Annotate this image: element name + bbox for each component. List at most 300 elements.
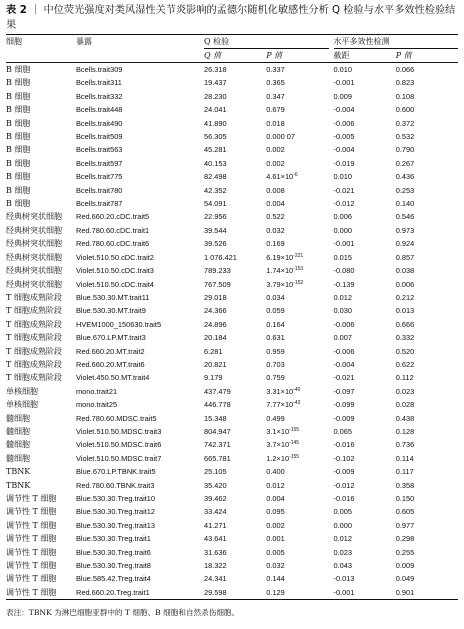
q-value: 82.498 [204, 172, 227, 182]
p-value-base: 0.347 [266, 91, 285, 101]
q-value: 742.371 [204, 440, 231, 450]
exposure: Bcells.trait775 [76, 172, 123, 182]
cell-type: B 细胞 [6, 158, 31, 168]
table-row [6, 371, 458, 384]
cell-type: 调节性 T 细胞 [6, 587, 57, 597]
intercept: 0.030 [333, 306, 352, 316]
p-value [266, 572, 328, 585]
cell-type: T 细胞成熟阶段 [6, 359, 62, 369]
p-value-pleiotropy: 0.666 [395, 319, 415, 329]
exposure: Blue.530.30.Treg.trait12 [76, 507, 156, 517]
exposure: Bcells.trait448 [76, 105, 123, 115]
p-value [266, 251, 328, 264]
q-value: 19.437 [204, 78, 227, 88]
exposure: Bcells.trait309 [76, 65, 123, 74]
exposure: Red.780.60.TBNK.trait3 [76, 480, 155, 490]
table-row [6, 532, 458, 545]
p-value-base: 0.005 [266, 547, 285, 557]
exposure: Violet.510.50.MDSC.trait6 [76, 440, 162, 450]
header-row-1 [6, 35, 458, 49]
exposure: Red.660.20.cDC.trait5 [76, 212, 150, 222]
table-row [6, 559, 458, 572]
header-p-value: P 值 [266, 51, 283, 60]
header-q-test: Q 检验 [204, 35, 329, 49]
p-value-base: 0.703 [266, 359, 285, 369]
cell-type: 髓细胞 [6, 426, 30, 436]
p-value-exponent: -152 [293, 279, 304, 286]
p-value [266, 210, 328, 223]
table-label: 表 2 [6, 5, 27, 16]
q-value: 804.947 [204, 426, 231, 436]
p-value-pleiotropy: 0.622 [395, 359, 415, 369]
p-value-base: 7.77×10 [266, 400, 294, 410]
q-value: 25.105 [204, 467, 227, 477]
p-value-pleiotropy: 0.028 [395, 400, 415, 410]
intercept: -0.019 [333, 158, 355, 168]
p-value-base: 0.337 [266, 65, 285, 74]
intercept: -0.004 [333, 105, 355, 115]
p-value-pleiotropy: 0.114 [395, 453, 414, 463]
cell-type: B 细胞 [6, 185, 31, 195]
intercept: -0.006 [333, 118, 355, 128]
exposure: Violet.510.50.MDSC.trait3 [76, 426, 162, 436]
exposure: Red.780.60.cDC.trait6 [76, 239, 150, 249]
cell-type: T 细胞成熟阶段 [6, 346, 62, 356]
header-row-2 [6, 49, 458, 63]
q-value: 42.352 [204, 185, 227, 195]
p-value [266, 157, 328, 170]
intercept: -0.016 [333, 494, 355, 503]
q-value: 33.424 [204, 507, 227, 517]
p-value-base: 0.004 [266, 199, 285, 209]
table-row [6, 184, 458, 197]
intercept: 0.006 [333, 212, 352, 222]
cell-type: T 细胞成熟阶段 [6, 319, 62, 329]
q-value: 15.348 [204, 413, 227, 423]
p-value-pleiotropy: 0.013 [395, 306, 415, 316]
p-value-base: 3.31×10 [266, 386, 294, 396]
p-value [266, 130, 328, 143]
p-value-pleiotropy: 0.973 [395, 225, 415, 235]
intercept: 0.065 [333, 426, 352, 436]
table-row [6, 318, 458, 331]
p-value-pleiotropy: 0.066 [395, 65, 415, 74]
exposure: Blue.670.LP.MT.trait3 [76, 333, 146, 343]
p-value-base: 0.002 [266, 158, 285, 168]
p-value-base: 0.034 [266, 292, 285, 302]
intercept: -0.001 [333, 239, 355, 249]
p-value-pleiotropy: 0.006 [395, 279, 415, 289]
cell-type: B 细胞 [6, 105, 31, 115]
intercept: 0.043 [333, 561, 352, 571]
table-row [6, 492, 458, 505]
p-value-pleiotropy: 0.038 [395, 266, 415, 276]
q-value: 41.890 [204, 118, 227, 128]
cell-type: B 细胞 [6, 65, 31, 74]
q-value: 446.778 [204, 400, 231, 410]
cell-type: 髓细胞 [6, 453, 30, 463]
exposure: Bcells.trait563 [76, 145, 123, 155]
intercept: 0.012 [333, 534, 352, 544]
results-table [6, 34, 458, 600]
p-value [266, 546, 328, 559]
exposure: Blue.530.30.Treg.trait10 [76, 494, 156, 503]
q-value: 18.322 [204, 561, 227, 571]
p-value-pleiotropy: 0.049 [395, 574, 415, 584]
cell-type: 经典树突状细胞 [6, 239, 62, 249]
exposure: HVEM1000_150630.trait5 [76, 319, 162, 329]
q-value: 39.526 [204, 239, 227, 249]
q-value: 31.636 [204, 547, 227, 557]
intercept: -0.099 [333, 400, 355, 410]
cell-type: 经典树突状细胞 [6, 252, 62, 262]
cell-type: 调节性 T 细胞 [6, 520, 57, 530]
cell-type: 调节性 T 细胞 [6, 547, 57, 557]
exposure: Bcells.trait597 [76, 158, 123, 168]
intercept: -0.006 [333, 346, 355, 356]
cell-type: B 细胞 [6, 145, 31, 155]
p-value-base: 0.631 [266, 333, 285, 343]
q-value: 54.091 [204, 199, 227, 209]
p-value-pleiotropy: 0.736 [395, 440, 415, 450]
q-value: 39.462 [204, 494, 227, 503]
exposure: Violet.510.50.MDSC.trait7 [76, 453, 162, 463]
p-value [266, 492, 328, 505]
p-value-base: 0.004 [266, 494, 285, 503]
q-value: 29.598 [204, 587, 227, 597]
cell-type: B 细胞 [6, 132, 31, 142]
intercept: -0.097 [333, 386, 355, 396]
table-row [6, 425, 458, 438]
cell-type: B 细胞 [6, 91, 31, 101]
p-value-base: 0.002 [266, 520, 285, 530]
intercept: -0.021 [333, 185, 355, 195]
p-value [266, 291, 328, 304]
p-value-pleiotropy: 0.255 [395, 547, 415, 557]
cell-type: 单核细胞 [6, 400, 38, 410]
p-value [266, 465, 328, 478]
q-value: 789.233 [204, 266, 231, 276]
p-value-pleiotropy: 0.532 [395, 132, 415, 142]
p-value [266, 358, 328, 371]
table-row [6, 345, 458, 358]
q-value: 767.509 [204, 279, 231, 289]
p-value-base: 0.059 [266, 306, 285, 316]
p-value [266, 519, 328, 532]
p-value-base: 0.499 [266, 413, 285, 423]
exposure: Red.780.60.MDSC.trait5 [76, 413, 157, 423]
table-row [6, 505, 458, 518]
intercept: 0.023 [333, 547, 352, 557]
cell-type: 髓细胞 [6, 413, 30, 423]
q-value: 24.341 [204, 574, 227, 584]
cell-type: B 细胞 [6, 172, 31, 182]
p-value [266, 143, 328, 156]
cell-type: 经典树突状细胞 [6, 279, 62, 289]
exposure: Blue.530.30.MT.trait9 [76, 306, 146, 316]
p-value-base: 0.032 [266, 225, 285, 235]
p-value [266, 345, 328, 358]
cell-type: 调节性 T 细胞 [6, 507, 57, 517]
table-row [6, 90, 458, 103]
exposure: Blue.530.30.Treg.trait1 [76, 534, 151, 544]
p-value [266, 371, 328, 384]
q-value: 20.821 [204, 359, 227, 369]
q-value: 43.641 [204, 534, 227, 544]
p-value-base: 0.002 [266, 145, 285, 155]
intercept: 0.009 [333, 91, 352, 101]
q-value: 45.281 [204, 145, 227, 155]
table-row [6, 117, 458, 130]
header-intercept: 截距 [333, 51, 350, 60]
table-row [6, 103, 458, 116]
p-value-base: 0.522 [266, 212, 285, 222]
p-value-base: 0.959 [266, 346, 285, 356]
p-value-base: 0.169 [266, 239, 285, 249]
p-value-base: 0.144 [266, 574, 285, 584]
p-value [266, 237, 328, 250]
intercept: -0.001 [333, 587, 355, 597]
p-value-pleiotropy: 0.253 [395, 185, 415, 195]
intercept: -0.016 [333, 440, 355, 450]
cell-type: B 细胞 [6, 199, 31, 209]
p-value-base: 3.79×10 [266, 279, 294, 289]
p-value-pleiotropy: 0.332 [395, 333, 415, 343]
intercept: 0.000 [333, 520, 352, 530]
exposure: Bcells.trait780 [76, 185, 123, 195]
q-value: 9.179 [204, 373, 223, 383]
p-value-base: 1.74×10 [266, 266, 294, 276]
table-row [6, 331, 458, 344]
p-value [266, 532, 328, 545]
intercept: 0.015 [333, 252, 352, 262]
cell-type: 经典树突状细胞 [6, 266, 62, 276]
p-value-base: 0.759 [266, 373, 285, 383]
table-row [6, 465, 458, 478]
table-row [6, 519, 458, 532]
p-value-pleiotropy: 0.600 [395, 105, 415, 115]
p-value-base: 0.000 07 [266, 132, 296, 142]
p-value-pleiotropy: 0.112 [395, 373, 414, 383]
p-value [266, 452, 328, 465]
q-value: 665.781 [204, 453, 231, 463]
exposure: Bcells.trait509 [76, 132, 123, 142]
intercept: -0.004 [333, 359, 355, 369]
cell-type: 单核细胞 [6, 386, 38, 396]
p-value-pleiotropy: 0.108 [395, 91, 415, 101]
cell-type: 经典树突状细胞 [6, 212, 62, 222]
p-value [266, 63, 328, 77]
p-value-base: 0.008 [266, 185, 285, 195]
p-value-pleiotropy: 0.372 [395, 118, 415, 128]
table-row [6, 572, 458, 585]
p-value-base: 0.032 [266, 561, 285, 571]
intercept: -0.013 [333, 574, 355, 584]
q-value: 35.420 [204, 480, 227, 490]
intercept: 0.007 [333, 333, 352, 343]
table-row [6, 398, 458, 411]
p-value-pleiotropy: 0.790 [395, 145, 415, 155]
p-value-base: 0.129 [266, 587, 285, 597]
table-row [6, 130, 458, 143]
p-value-pleiotropy: 0.823 [395, 78, 415, 88]
cell-type: B 细胞 [6, 78, 31, 88]
exposure: Bcells.trait490 [76, 118, 123, 128]
table-row [6, 438, 458, 451]
table-row [6, 586, 458, 600]
p-value-pleiotropy: 0.977 [395, 520, 415, 530]
cell-type: TBNK [6, 480, 31, 490]
header-pleiotropy: 水平多效性检测 [334, 35, 459, 49]
table-row [6, 452, 458, 465]
exposure: Blue.670.LP.TBNK.trait5 [76, 467, 156, 477]
cell-type: 调节性 T 细胞 [6, 574, 57, 584]
p-value-pleiotropy: 0.520 [395, 346, 415, 356]
table-row [6, 264, 458, 277]
table-row [6, 479, 458, 492]
table-row [6, 157, 458, 170]
p-value [266, 586, 328, 600]
p-value [266, 559, 328, 572]
p-value-base: 3.7×10 [266, 440, 290, 450]
header-p-value-2: P 值 [395, 51, 412, 60]
q-value: 1 076.421 [204, 252, 237, 262]
p-value-pleiotropy: 0.358 [395, 480, 415, 490]
q-value: 24.896 [204, 319, 227, 329]
p-value-exponent: -155 [289, 453, 300, 460]
p-value-pleiotropy: 0.605 [395, 507, 415, 517]
table-row [6, 291, 458, 304]
p-value [266, 318, 328, 331]
table-row [6, 412, 458, 425]
q-value: 39.544 [204, 225, 227, 235]
exposure: Bcells.trait311 [76, 78, 122, 88]
p-value-base: 3.1×10 [266, 426, 290, 436]
exposure: Violet.510.50.cDC.trait2 [76, 252, 154, 262]
p-value [266, 385, 328, 398]
q-value: 29.018 [204, 292, 227, 302]
p-value-pleiotropy: 0.150 [395, 494, 415, 503]
p-value-base: 0.095 [266, 507, 285, 517]
p-value [266, 264, 328, 277]
header-q-value: Q 值 [204, 51, 222, 60]
table-row [6, 278, 458, 291]
p-value [266, 103, 328, 116]
cell-type: T 细胞成熟阶段 [6, 333, 62, 343]
p-value-pleiotropy: 0.212 [395, 292, 415, 302]
p-value-pleiotropy: 0.023 [395, 386, 415, 396]
p-value-base: 6.19×10 [266, 252, 294, 262]
title-separator: ｜ [30, 5, 41, 16]
q-value: 22.956 [204, 212, 227, 222]
p-value-exponent: -221 [293, 252, 304, 259]
q-value: 41.271 [204, 520, 227, 530]
header-exposure: 暴露 [76, 37, 92, 47]
p-value-exponent: -153 [293, 266, 304, 273]
p-value-base: 0.365 [266, 78, 285, 88]
exposure: Blue.585.42.Treg.trait4 [76, 574, 151, 584]
p-value-pleiotropy: 0.140 [395, 199, 415, 209]
p-value [266, 184, 328, 197]
p-value [266, 425, 328, 438]
p-value-exponent: -145 [289, 440, 300, 447]
exposure: Red.660.20.MT.trait6 [76, 359, 145, 369]
p-value-pleiotropy: 0.857 [395, 252, 415, 262]
p-value [266, 197, 328, 210]
title-text: 中位荧光强度对类风湿性关节炎影响的孟德尔随机化敏感性分析 Q 检验与水平多效性检验结果 [6, 5, 456, 31]
table-body [6, 63, 458, 600]
exposure: Violet.510.50.cDC.trait3 [76, 266, 154, 276]
table-row [6, 76, 458, 89]
q-value: 20.184 [204, 333, 227, 343]
cell-type: 调节性 T 细胞 [6, 494, 57, 503]
q-value: 56.305 [204, 132, 227, 142]
p-value-pleiotropy: 0.009 [395, 561, 415, 571]
intercept: -0.009 [333, 467, 355, 477]
intercept: 0.010 [333, 65, 352, 74]
p-value [266, 170, 328, 183]
table-row [6, 170, 458, 183]
q-value: 6.281 [204, 346, 223, 356]
cell-type: TBNK [6, 467, 31, 477]
p-value [266, 398, 328, 411]
cell-type: B 细胞 [6, 118, 31, 128]
intercept: 0.010 [333, 172, 352, 182]
table-row [6, 63, 458, 77]
p-value [266, 438, 328, 451]
p-value-pleiotropy: 0.128 [395, 426, 415, 436]
cell-type: T 细胞成熟阶段 [6, 292, 62, 302]
p-value [266, 479, 328, 492]
exposure: Blue.530.30.MT.trait11 [76, 292, 150, 302]
p-value-base: 0.400 [266, 467, 285, 477]
intercept: -0.012 [333, 199, 355, 209]
intercept: -0.004 [333, 145, 355, 155]
intercept: -0.021 [333, 373, 355, 383]
intercept: 0.012 [333, 292, 352, 302]
exposure: Bcells.trait787 [76, 199, 123, 209]
exposure: Violet.510.50.cDC.trait4 [76, 279, 154, 289]
p-value-exponent: -43 [293, 400, 301, 407]
p-value-base: 0.679 [266, 105, 285, 115]
cell-type: 调节性 T 细胞 [6, 534, 57, 544]
cell-type: T 细胞成熟阶段 [6, 373, 62, 383]
table-note: 表注：TBNK 为淋巴细胞亚群中的 T 细胞、B 细胞和自然杀伤细胞。 [6, 608, 240, 617]
exposure: Red.780.60.cDC.trait1 [76, 225, 150, 235]
exposure: Bcells.trait332 [76, 91, 123, 101]
exposure: Red.660.20.MT.trait2 [76, 346, 145, 356]
cell-type: 髓细胞 [6, 440, 30, 450]
intercept: -0.001 [333, 78, 355, 88]
p-value-pleiotropy: 0.546 [395, 212, 415, 222]
q-value: 24.366 [204, 306, 227, 316]
q-value: 26.318 [204, 65, 227, 74]
p-value-pleiotropy: 0.436 [395, 172, 415, 182]
p-value [266, 90, 328, 103]
q-value: 28.230 [204, 91, 227, 101]
q-value: 24.041 [204, 105, 227, 115]
p-value-base: 0.012 [266, 480, 285, 490]
cell-type: 经典树突状细胞 [6, 225, 62, 235]
intercept: -0.139 [333, 279, 355, 289]
exposure: Red.660.20.Treg.trait1 [76, 587, 150, 597]
exposure: Blue.530.30.Treg.trait8 [76, 561, 151, 571]
intercept: -0.102 [333, 453, 355, 463]
table-row [6, 237, 458, 250]
p-value-pleiotropy: 0.267 [395, 158, 415, 168]
exposure: Blue.530.30.Treg.trait13 [76, 520, 156, 530]
cell-type: 调节性 T 细胞 [6, 561, 57, 571]
